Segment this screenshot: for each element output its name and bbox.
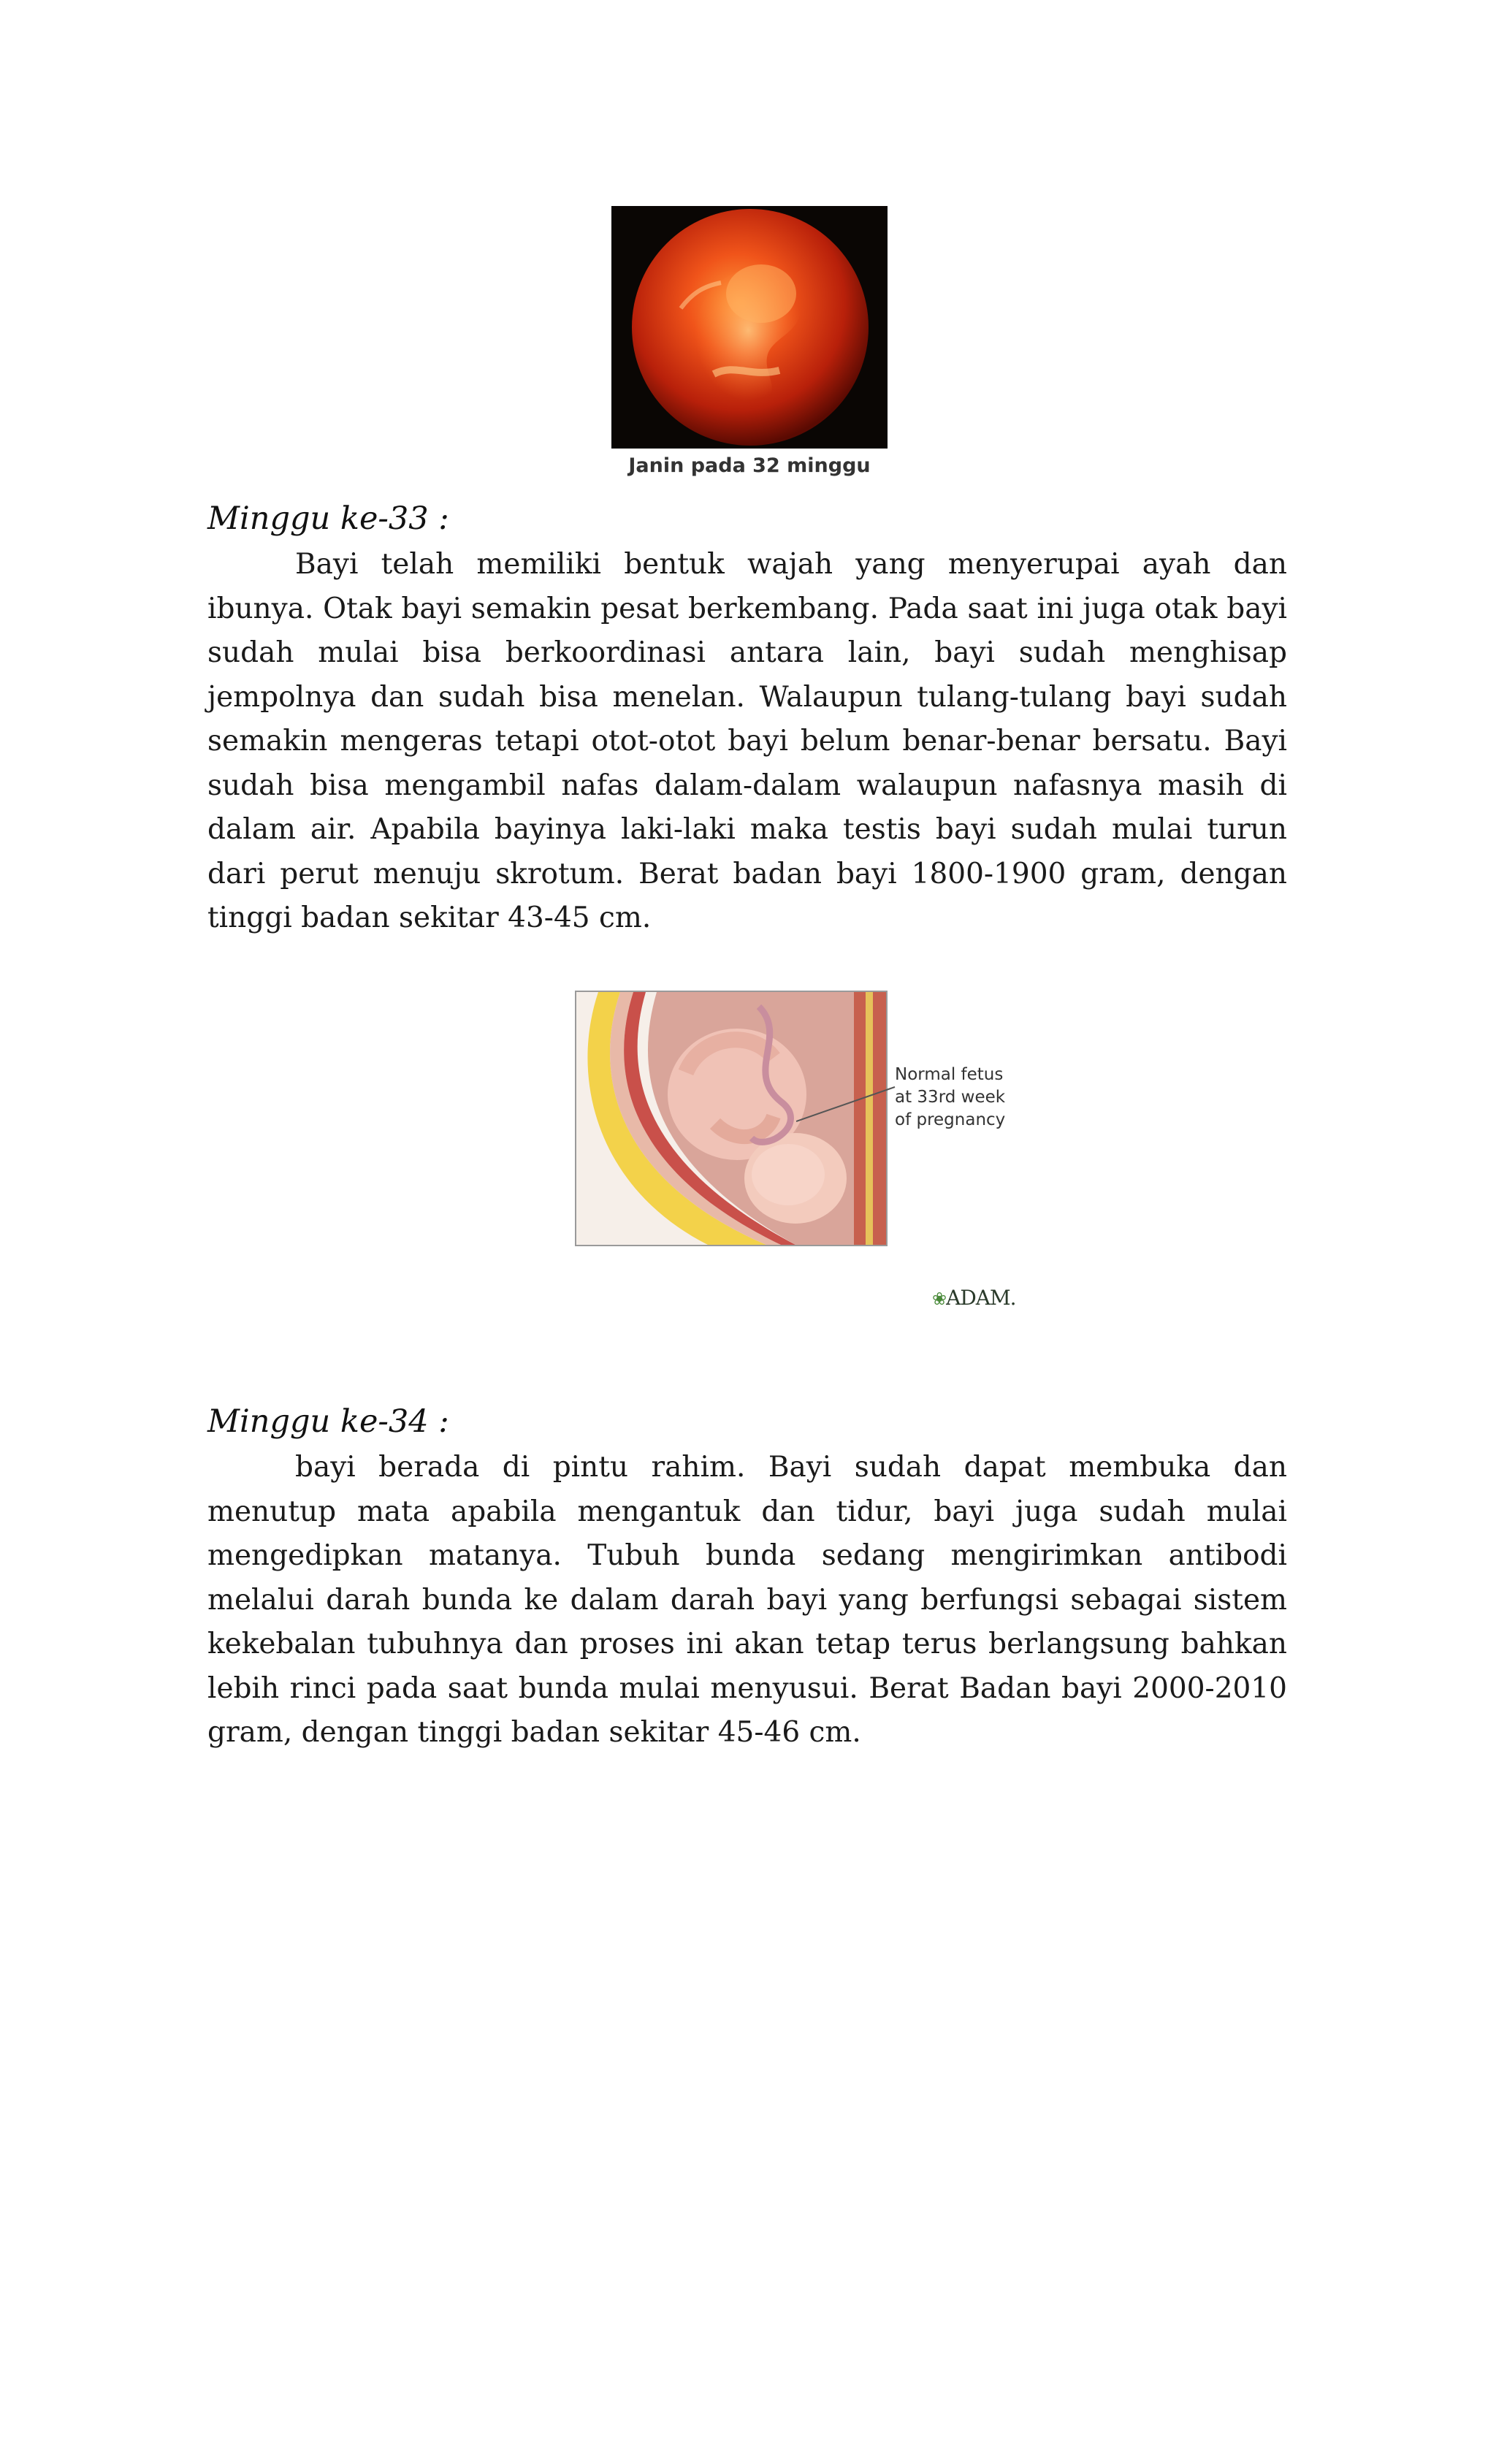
leaf-icon: ❀	[932, 1289, 947, 1309]
fetus-ultrasound-image	[611, 206, 888, 449]
section-body-week-33: Bayi telah memiliki bentuk wajah yang menyerupai ayah dan ibunya. Otak bayi semakin pesat berkembang. Pada saat ini juga otak bayi sudah mulai bisa berkoordinasi antara lain, bayi sudah menghisap jempolnya dan sudah bisa menelan. Walaupun tulang-tulang bayi sudah semakin mengeras tetapi otot-otot bayi belum benar-benar bersatu. Bayi sudah bisa mengambil nafas dalam-dalam walaupun nafasnya masih di dalam air. Apabila bayinya laki-laki maka testis bayi sudah mulai turun dari perut menuju skrotum. Berat badan bayi 1800-1900 gram, dengan tinggi badan sekitar 43-45 cm.	[207, 548, 1287, 934]
section-heading-week-33: Minggu ke-33 :	[207, 500, 449, 537]
figure-label: Normal fetus at 33rd week of pregnancy	[895, 1065, 1006, 1129]
label-pointer-line	[796, 1081, 898, 1125]
adam-logo-text: ADAM.	[946, 1286, 1016, 1310]
figure-caption: Janin pada 32 minggu	[628, 454, 871, 477]
section-heading-week-34: Minggu ke-34 :	[207, 1403, 449, 1440]
adam-logo	[932, 1286, 1016, 1310]
section-body-week-34: bayi berada di pintu rahim. Bayi sudah dapat membuka dan menutup mata apabila mengantuk dan tidur, bayi juga sudah mulai mengedipkan matanya. Tubuh bunda sedang mengirimkan antibodi melalui darah bunda ke dalam darah bayi yang berfungsi sebagai sistem kekebalan tubuhnya dan proses ini akan tetap terus berlangsung bahkan lebih rinci pada saat bunda mulai menyusui. Berat Badan bayi 2000-2010 gram, dengan tinggi badan sekitar 45-46 cm.	[207, 1451, 1287, 1749]
